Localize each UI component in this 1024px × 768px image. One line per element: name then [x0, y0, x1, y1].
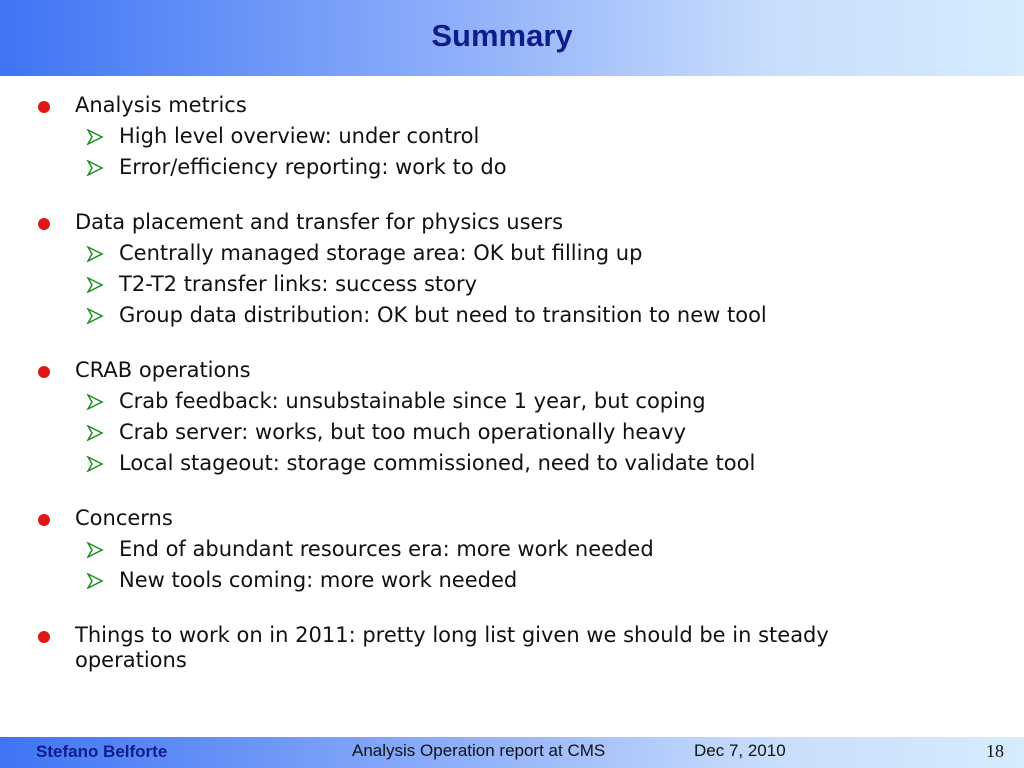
sub-item [0, 272, 1024, 297]
page-number: 18 [986, 741, 1004, 761]
bullet-text: CRAB operations [75, 358, 251, 382]
sub-item-text: Crab feedback: unsubstainable since 1 year, but coping [119, 389, 706, 413]
sub-item-text: Centrally managed storage area: OK but filling up [119, 241, 643, 265]
sub-item [0, 568, 1024, 593]
sub-item-text: T2-T2 transfer links: success story [119, 272, 478, 296]
slide-content [0, 93, 1024, 703]
section-crab-operations [0, 358, 1024, 476]
bullet-item [0, 623, 1024, 673]
footer-talk-title: Analysis Operation report at CMS [352, 741, 606, 760]
outline-arrow-icon [86, 277, 104, 293]
sub-item [0, 303, 1024, 328]
bullet-text: Analysis metrics [75, 93, 247, 117]
outline-arrow-icon [86, 394, 104, 410]
sub-item-text: Local stageout: storage commissioned, need to validate tool [119, 451, 756, 475]
section-things-to-work-on [0, 623, 1024, 673]
bullet-text: Data placement and transfer for physics users [75, 210, 564, 234]
footer-date: Dec 7, 2010 [694, 741, 786, 760]
outline-arrow-icon [86, 425, 104, 441]
red-dot-icon [38, 101, 50, 113]
sub-item-text: Group data distribution: OK but need to transition to new tool [119, 303, 767, 327]
sub-item-text: Crab server: works, but too much operationally heavy [119, 420, 687, 444]
section-data-placement [0, 210, 1024, 328]
sub-item-text: Error/efficiency reporting: work to do [119, 155, 507, 179]
bullet-item [0, 210, 1024, 235]
red-dot-icon [38, 514, 50, 526]
section-concerns [0, 506, 1024, 593]
sub-item [0, 155, 1024, 180]
outline-arrow-icon [86, 456, 104, 472]
red-dot-icon [38, 366, 50, 378]
bullet-text: Concerns [75, 506, 173, 530]
outline-arrow-icon [86, 246, 104, 262]
sub-item [0, 420, 1024, 445]
red-dot-icon [38, 631, 50, 643]
bullet-text: Things to work on in 2011: pretty long list given we should be in steady operations [75, 623, 829, 672]
bullet-item [0, 506, 1024, 531]
sub-item [0, 537, 1024, 562]
sub-item [0, 241, 1024, 266]
sub-item-text: New tools coming: more work needed [119, 568, 518, 592]
bullet-item [0, 358, 1024, 383]
red-dot-icon [38, 218, 50, 230]
outline-arrow-icon [86, 160, 104, 176]
outline-arrow-icon [86, 542, 104, 558]
slide-title: Summary [431, 18, 573, 53]
sub-item [0, 124, 1024, 149]
outline-arrow-icon [86, 129, 104, 145]
outline-arrow-icon [86, 308, 104, 324]
footer-author: Stefano Belforte [36, 742, 168, 761]
bullet-item [0, 93, 1024, 118]
sub-item-text: End of abundant resources era: more work needed [119, 537, 654, 561]
section-analysis-metrics [0, 93, 1024, 180]
sub-item [0, 389, 1024, 414]
sub-item [0, 451, 1024, 476]
sub-item-text: High level overview: under control [119, 124, 480, 148]
outline-arrow-icon [86, 573, 104, 589]
